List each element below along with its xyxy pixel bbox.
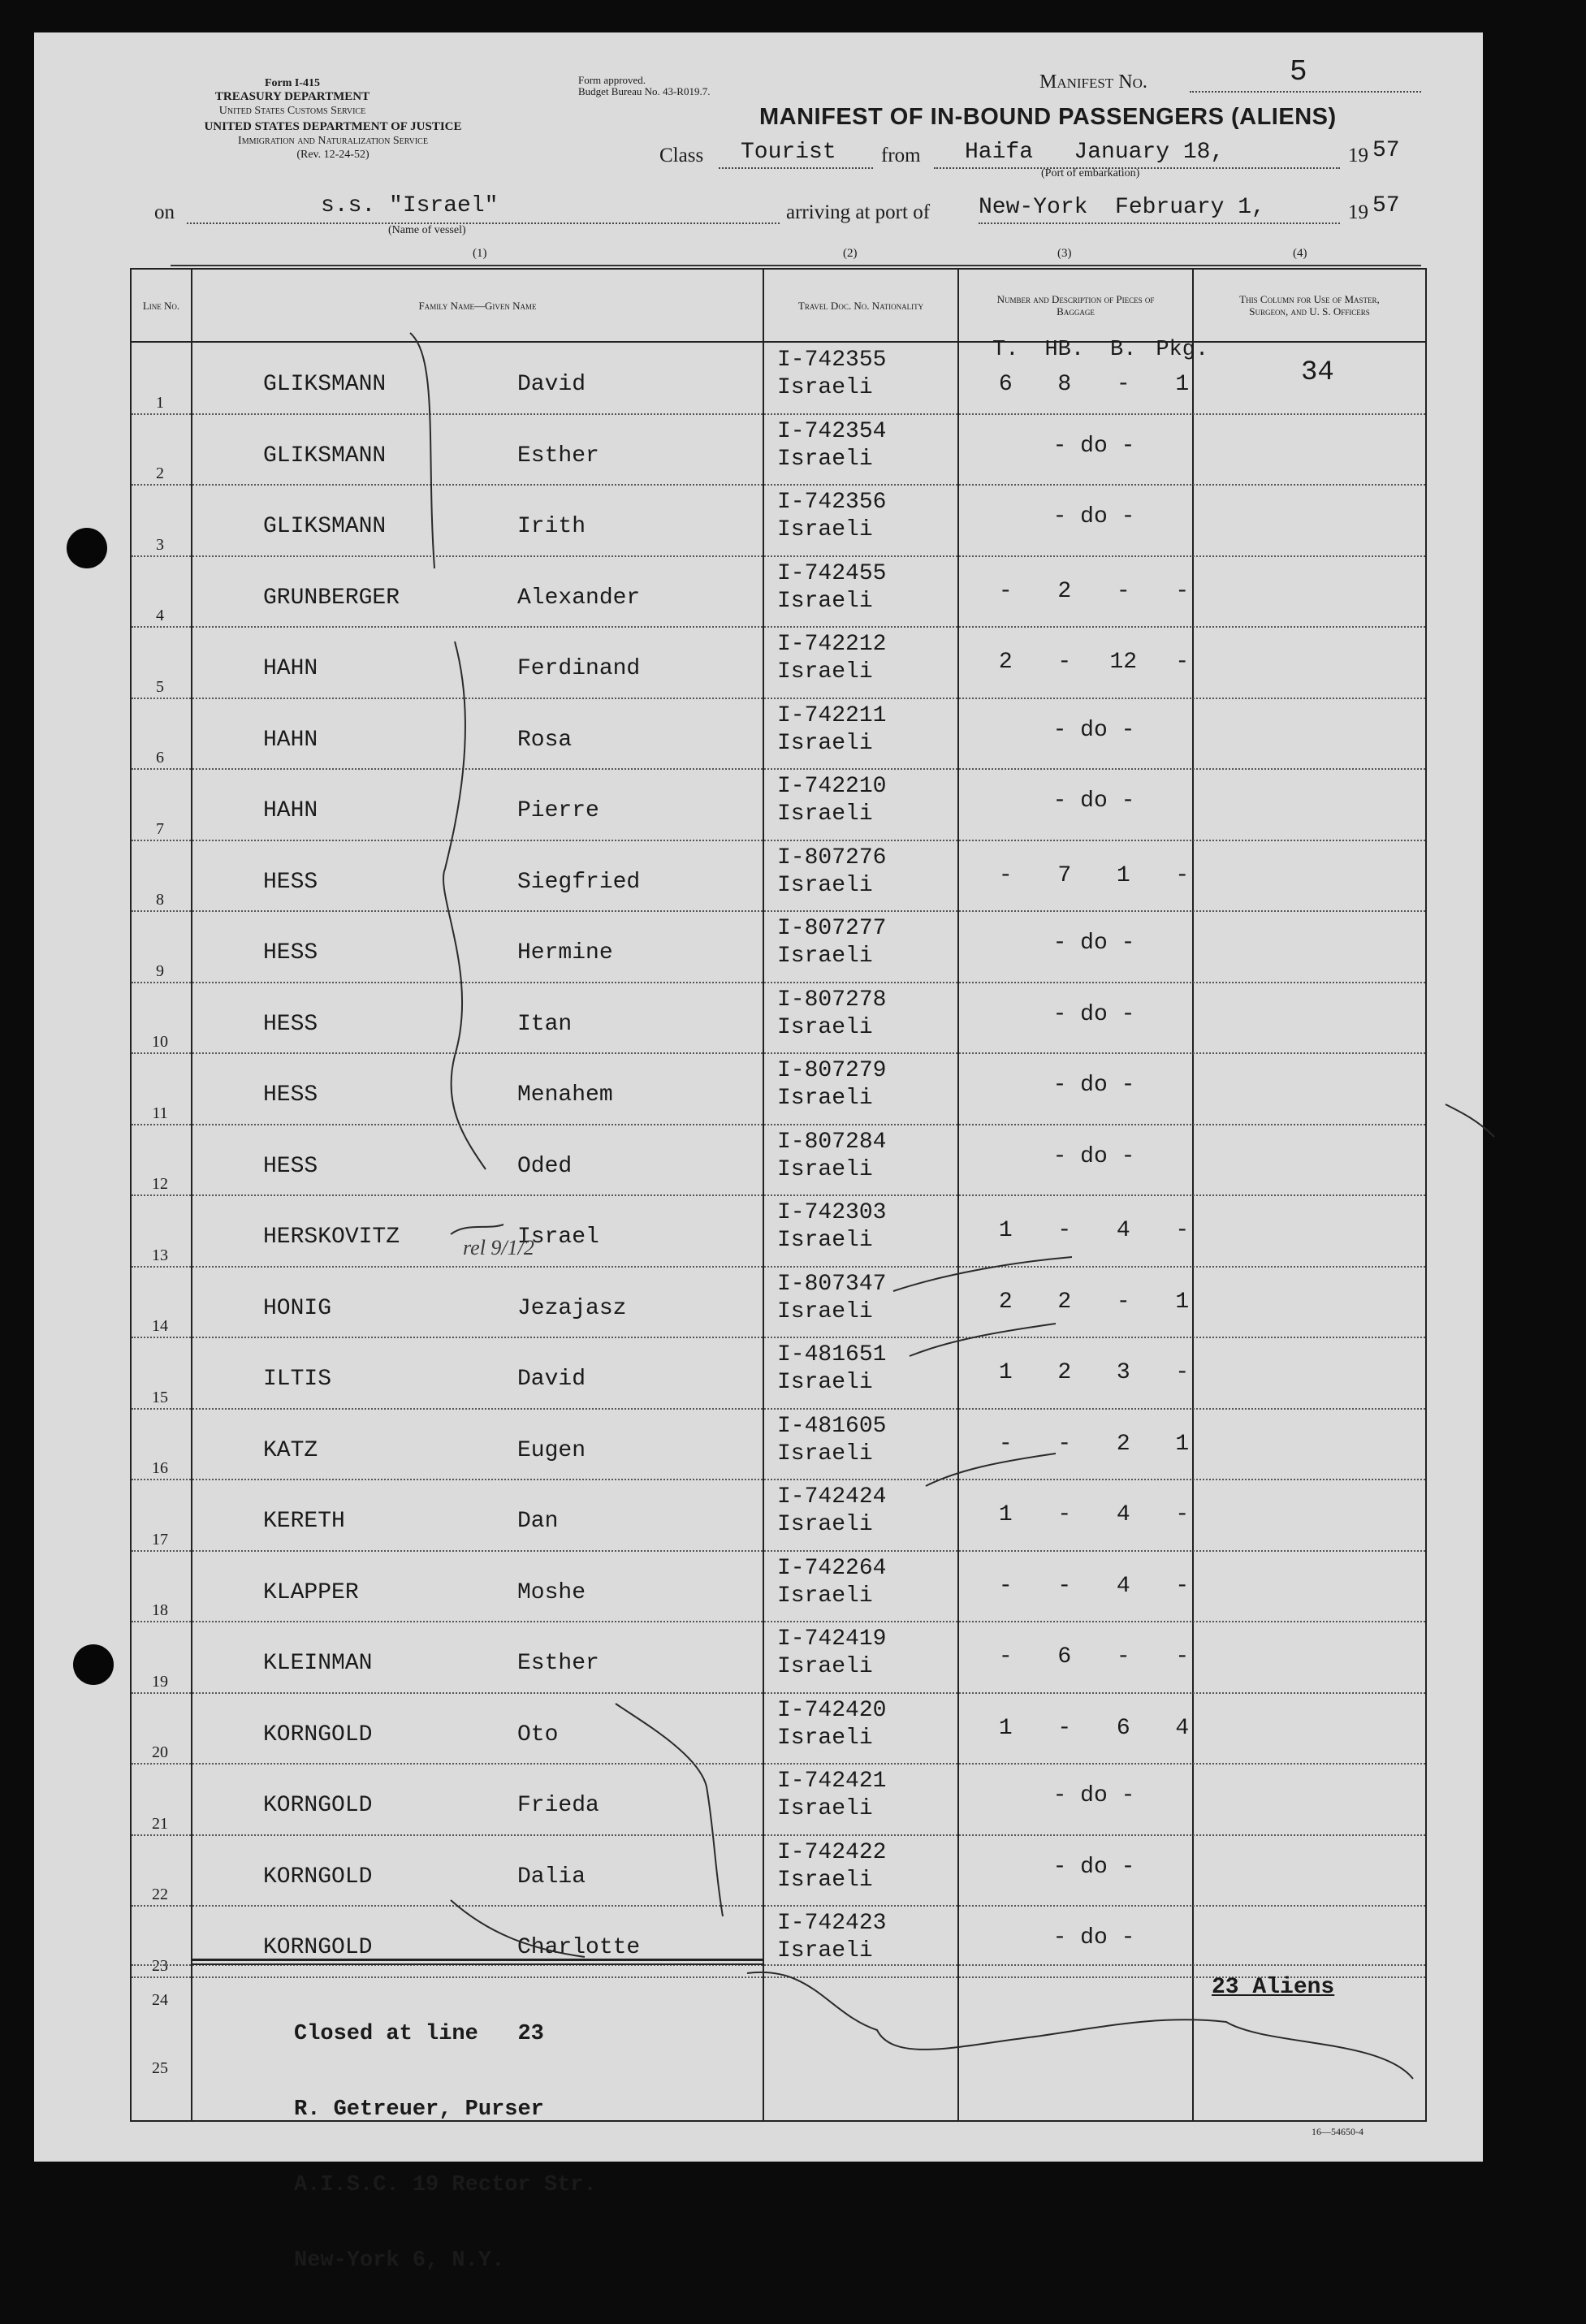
travel-doc-no: I-742455 (777, 560, 887, 586)
baggage-count: 6 (1057, 1644, 1072, 1670)
baggage-count: 8 (1057, 372, 1072, 397)
nationality: Israeli (777, 1086, 873, 1111)
header-rule (171, 265, 1421, 266)
col-num-2: (2) (843, 247, 858, 260)
nationality: Israeli (777, 517, 873, 542)
family-name: HESS (263, 1082, 318, 1108)
baggage-count: - (1175, 1573, 1190, 1599)
baggage-counts (976, 579, 1212, 604)
baggage-count: - (1175, 1360, 1190, 1385)
baggage-counts (976, 863, 1212, 888)
baggage-count: 1 (998, 1218, 1013, 1243)
family-name: HESS (263, 1011, 318, 1037)
col-header-officers: This Column for Use of Master, Surgeon, and U. S. Officers (1239, 293, 1380, 317)
nationality: Israeli (777, 1228, 873, 1253)
family-name: HESS (263, 869, 318, 895)
given-name: Itan (517, 1011, 573, 1037)
baggage-count: - (1175, 1644, 1190, 1670)
table-row (132, 1337, 1425, 1409)
table-row (132, 698, 1425, 770)
baggage-count: - (1057, 1431, 1072, 1457)
class-value: Tourist (741, 140, 836, 165)
family-name: GLIKSMANN (263, 372, 387, 397)
baggage-counts (976, 1432, 1212, 1457)
travel-doc-no: I-742421 (777, 1769, 887, 1794)
given-name: Eugen (517, 1437, 586, 1463)
table-row (132, 1053, 1425, 1125)
nationality: Israeli (777, 1725, 873, 1751)
baggage-count: 2 (998, 650, 1013, 675)
nationality: Israeli (777, 446, 873, 472)
nationality: Israeli (777, 944, 873, 969)
baggage-count: 7 (1057, 862, 1072, 888)
col-header-doc: Travel Doc. No. Nationality (797, 299, 924, 312)
vessel-caption: (Name of vessel) (388, 224, 466, 236)
nationality: Israeli (777, 1441, 873, 1467)
table-row (132, 1622, 1425, 1693)
agency-address: A.I.S.C. 19 Rector Str. (294, 2173, 597, 2197)
manifest-title: MANIFEST OF IN-BOUND PASSENGERS (ALIENS) (759, 104, 1337, 130)
baggage-count: 6 (1116, 1715, 1130, 1741)
baggage-ditto: - do - (1052, 1925, 1135, 1950)
baggage-count: 2 (1116, 1431, 1130, 1457)
travel-doc-no: I-481651 (777, 1342, 887, 1367)
baggage-count: 1 (998, 1360, 1013, 1385)
travel-doc-no: I-742424 (777, 1484, 887, 1510)
line-number: 15 (152, 1388, 168, 1406)
baggage-counts (976, 1360, 1212, 1385)
budget-bureau: Budget Bureau No. 43-R019.7. (578, 85, 711, 97)
ins-service: Immigration and Naturalization Service (238, 135, 428, 147)
family-name: HERSKOVITZ (263, 1225, 400, 1250)
footer-code: 16—54650-4 (1312, 2126, 1363, 2137)
baggage-count: 2 (998, 1289, 1013, 1315)
baggage-count: 12 (1109, 650, 1138, 675)
line-number: 8 (156, 891, 164, 909)
line-number: 25 (152, 2059, 168, 2077)
table-row (132, 1835, 1425, 1907)
given-name: David (517, 1367, 586, 1392)
travel-doc-no: I-807277 (777, 916, 887, 941)
baggage-count: - (1175, 862, 1190, 888)
baggage-ditto: - do - (1052, 1001, 1135, 1027)
line-number: 14 (152, 1317, 168, 1335)
nationality: Israeli (777, 1867, 873, 1893)
baggage-count: - (1175, 1218, 1190, 1243)
table-row (132, 485, 1425, 556)
punch-hole (73, 1644, 114, 1685)
table-row (132, 1764, 1425, 1835)
family-name: HESS (263, 1153, 318, 1179)
baggage-count: - (1057, 1715, 1072, 1741)
baggage-count: - (998, 862, 1013, 888)
nationality: Israeli (777, 872, 873, 898)
table-row (132, 1409, 1425, 1480)
family-name: HONIG (263, 1295, 332, 1321)
line-number: 18 (152, 1601, 168, 1619)
line-number: 9 (156, 961, 164, 980)
nationality: Israeli (777, 1938, 873, 1963)
table-row (132, 769, 1425, 840)
baggage-ditto: - do - (1052, 1854, 1135, 1880)
punch-hole (67, 528, 107, 568)
travel-doc-no: I-742355 (777, 348, 887, 373)
line-number: 22 (152, 1886, 168, 1903)
col-num-4: (4) (1293, 247, 1307, 260)
baggage-count: 2 (1057, 1360, 1072, 1385)
baggage-count: - (1057, 1502, 1072, 1527)
family-name: KORNGOLD (263, 1793, 373, 1818)
travel-doc-no: I-742423 (777, 1911, 887, 1936)
table-row (132, 338, 1425, 414)
given-name: Hermine (517, 940, 613, 965)
baggage-count: - (1116, 372, 1130, 397)
baggage-count: - (1116, 578, 1130, 604)
table-row (132, 911, 1425, 983)
manifest-no-value: 5 (1290, 55, 1307, 89)
arriving-label: arriving at port of (786, 201, 931, 223)
year1-prefix: 19 (1348, 145, 1368, 166)
table-row (132, 1479, 1425, 1551)
baggage-counts (976, 372, 1212, 397)
family-name: GLIKSMANN (263, 443, 387, 469)
baggage-type: Pkg. (1156, 338, 1209, 362)
baggage-count: - (1057, 1218, 1072, 1243)
baggage-subheader (976, 338, 1212, 362)
nationality: Israeli (777, 588, 873, 614)
family-name: ILTIS (263, 1367, 332, 1392)
family-name: HAHN (263, 798, 318, 823)
travel-doc-no: I-742210 (777, 774, 887, 799)
travel-doc-no: I-742420 (777, 1697, 887, 1723)
table-row (132, 1267, 1425, 1338)
line-number: 7 (156, 819, 164, 838)
travel-doc-no: I-742303 (777, 1200, 887, 1225)
family-name: KLAPPER (263, 1579, 359, 1605)
closed-at-line: Closed at line 23 (294, 2022, 544, 2046)
baggage-counts (976, 650, 1212, 675)
baggage-ditto: - do - (1052, 788, 1135, 814)
line-number: 24 (152, 1991, 168, 2009)
family-name: KORNGOLD (263, 1721, 373, 1747)
customs-service: United States Customs Service (218, 105, 366, 117)
travel-doc-no: I-742354 (777, 418, 887, 444)
given-name: Siegfried (517, 869, 641, 895)
baggage-count: - (998, 1573, 1013, 1599)
table-row (132, 414, 1425, 486)
table-row (132, 627, 1425, 698)
line-number: 12 (152, 1175, 168, 1193)
travel-doc-no: I-807278 (777, 987, 887, 1013)
baggage-ditto: - do - (1052, 717, 1135, 743)
family-name: HAHN (263, 727, 318, 753)
table-row (132, 1906, 1425, 1977)
line-number: 23 (152, 1956, 168, 1975)
baggage-type: HB. (1044, 338, 1085, 362)
line-number: 17 (152, 1530, 168, 1549)
baggage-count: 2 (1057, 1289, 1072, 1315)
arrival-value: New-York February 1, (979, 195, 1265, 220)
col-num-3: (3) (1057, 247, 1072, 260)
col-header-line: Line No. (142, 299, 180, 312)
travel-doc-no: I-807276 (777, 845, 887, 870)
table-row (132, 1693, 1425, 1765)
line-number: 13 (152, 1246, 168, 1264)
baggage-count: 4 (1175, 1715, 1190, 1741)
form-approved: Form approved. (578, 74, 646, 86)
given-name: Irith (517, 514, 586, 539)
baggage-count: 4 (1116, 1502, 1130, 1527)
baggage-counts (976, 1716, 1212, 1741)
line-number: 6 (156, 749, 164, 767)
nationality: Israeli (777, 1156, 873, 1182)
travel-doc-no: I-742419 (777, 1626, 887, 1652)
vessel-name: s.s. "Israel" (321, 193, 499, 218)
nationality: Israeli (777, 1796, 873, 1821)
nationality: Israeli (777, 1583, 873, 1609)
baggage-counts (976, 1574, 1212, 1599)
baggage-count: 1 (1175, 1289, 1190, 1315)
travel-doc-no: I-742264 (777, 1555, 887, 1581)
baggage-counts (976, 1218, 1212, 1243)
table-row (132, 983, 1425, 1054)
baggage-ditto: - do - (1052, 1783, 1135, 1808)
nationality: Israeli (777, 1654, 873, 1679)
given-name: David (517, 372, 586, 397)
baggage-count: 1 (1116, 862, 1130, 888)
line-number: 2 (156, 464, 164, 482)
given-name: Pierre (517, 798, 599, 823)
baggage-count: 3 (1116, 1360, 1130, 1385)
justice-block (150, 120, 516, 162)
handwritten-annotation: rel 9/1/2 (463, 1236, 534, 1259)
line-number: 3 (156, 535, 164, 554)
form-number: Form I-415 (264, 77, 321, 89)
table-row (132, 1551, 1425, 1622)
travel-doc-no: I-742211 (777, 702, 887, 728)
baggage-count: - (1175, 650, 1190, 675)
given-name: Moshe (517, 1579, 586, 1605)
baggage-count: 4 (1116, 1573, 1130, 1599)
baggage-counts (976, 1502, 1212, 1527)
travel-doc-no: I-742356 (777, 490, 887, 515)
baggage-ditto: - do - (1052, 931, 1135, 956)
col-num-1: (1) (473, 247, 487, 260)
baggage-count: - (1057, 650, 1072, 675)
baggage-counts (976, 1289, 1212, 1315)
baggage-counts (976, 1644, 1212, 1670)
baggage-type: T. (992, 338, 1019, 362)
purser-name: R. Getreuer, Purser (294, 2097, 544, 2122)
baggage-type: B. (1110, 338, 1137, 362)
class-line (719, 167, 873, 169)
family-name: GLIKSMANN (263, 514, 387, 539)
baggage-count: 1 (1175, 1431, 1190, 1457)
line-number: 20 (152, 1743, 168, 1761)
justice-dept: UNITED STATES DEPARTMENT OF JUSTICE (204, 120, 462, 133)
baggage-count: - (1175, 1502, 1190, 1527)
line-number: 11 (152, 1104, 168, 1122)
vessel-line (187, 222, 780, 224)
baggage-count: - (1116, 1644, 1130, 1670)
baggage-ditto: - do - (1052, 1143, 1135, 1169)
nationality: Israeli (777, 1014, 873, 1040)
baggage-count: - (998, 1644, 1013, 1670)
travel-doc-no: I-807284 (777, 1129, 887, 1155)
family-name: KERETH (263, 1509, 345, 1534)
family-name: KATZ (263, 1437, 318, 1463)
given-name: Dalia (517, 1864, 586, 1890)
col-header-name: Family Name—Given Name (418, 299, 537, 312)
given-name: Menahem (517, 1082, 613, 1108)
family-name: HESS (263, 940, 318, 965)
closing-block (294, 1972, 597, 2324)
form-agency-block (158, 76, 426, 118)
baggage-ditto: - do - (1052, 504, 1135, 529)
officer-note: 34 (1301, 357, 1334, 388)
from-value: Haifa January 18, (965, 140, 1225, 165)
baggage-count: 1 (1175, 372, 1190, 397)
given-name: Frieda (517, 1793, 599, 1818)
baggage-count: - (1175, 578, 1190, 604)
baggage-count: - (1116, 1289, 1130, 1315)
class-label: Class (659, 145, 704, 166)
line-number: 10 (152, 1033, 168, 1051)
nationality: Israeli (777, 730, 873, 756)
line-number: 4 (156, 607, 164, 624)
baggage-ditto: - do - (1052, 433, 1135, 459)
table-row (132, 840, 1425, 912)
approval-block (578, 75, 773, 97)
baggage-count: - (998, 1431, 1013, 1457)
port-caption: (Port of embarkation) (1041, 167, 1140, 179)
treasury-dept: TREASURY DEPARTMENT (214, 90, 370, 103)
travel-doc-no: I-742422 (777, 1839, 887, 1865)
line-number: 21 (152, 1814, 168, 1833)
family-name: KLEINMAN (263, 1651, 373, 1676)
baggage-count: 6 (998, 372, 1013, 397)
nationality: Israeli (777, 659, 873, 685)
year2-suffix: 57 (1372, 193, 1400, 218)
manifest-no-label: Manifest No. (1039, 71, 1147, 93)
given-name: Rosa (517, 727, 573, 753)
on-label: on (154, 201, 175, 223)
travel-doc-no: I-742212 (777, 632, 887, 657)
line-number: 1 (156, 393, 164, 412)
travel-doc-no: I-807347 (777, 1271, 887, 1297)
baggage-count: 1 (998, 1502, 1013, 1527)
table-row (132, 1195, 1425, 1267)
travel-doc-no: I-807279 (777, 1058, 887, 1083)
year2-prefix: 19 (1348, 201, 1368, 223)
family-name: HAHN (263, 656, 318, 681)
baggage-count: 1 (998, 1715, 1013, 1741)
revision: (Rev. 12-24-52) (296, 149, 369, 161)
nationality: Israeli (777, 1298, 873, 1324)
given-name: Oto (517, 1721, 559, 1747)
given-name: Alexander (517, 585, 641, 611)
given-name: Esther (517, 1651, 599, 1676)
nationality: Israeli (777, 1370, 873, 1395)
baggage-count: 2 (1057, 578, 1072, 604)
given-name: Esther (517, 443, 599, 469)
col-header-baggage: Number and Description of Pieces of Baggage (996, 293, 1155, 317)
family-name: GRUNBERGER (263, 585, 400, 611)
table-row (132, 1125, 1425, 1196)
baggage-ditto: - do - (1052, 1073, 1135, 1098)
agency-city: New-York 6, N.Y. (294, 2248, 505, 2273)
aliens-total: 23 Aliens (1212, 1975, 1335, 2000)
table-row (132, 556, 1425, 628)
nationality: Israeli (777, 375, 873, 400)
given-name: Oded (517, 1153, 573, 1179)
given-name: Charlotte (517, 1935, 641, 1960)
given-name: Jezajasz (517, 1295, 627, 1321)
arrival-line (979, 222, 1340, 224)
line-number: 19 (152, 1672, 168, 1691)
manifest-no-line (1190, 91, 1421, 93)
baggage-count: 4 (1116, 1218, 1130, 1243)
family-name: KORNGOLD (263, 1935, 373, 1960)
given-name: Dan (517, 1509, 559, 1534)
baggage-count: - (998, 578, 1013, 604)
given-name: Israel (517, 1225, 599, 1250)
line-number: 5 (156, 677, 164, 696)
year1-suffix: 57 (1372, 138, 1400, 163)
line-number: 16 (152, 1459, 168, 1477)
travel-doc-no: I-481605 (777, 1413, 887, 1439)
from-label: from (881, 145, 921, 166)
baggage-count: - (1057, 1573, 1072, 1599)
given-name: Ferdinand (517, 656, 641, 681)
nationality: Israeli (777, 1512, 873, 1537)
nationality: Israeli (777, 801, 873, 827)
family-name: KORNGOLD (263, 1864, 373, 1890)
